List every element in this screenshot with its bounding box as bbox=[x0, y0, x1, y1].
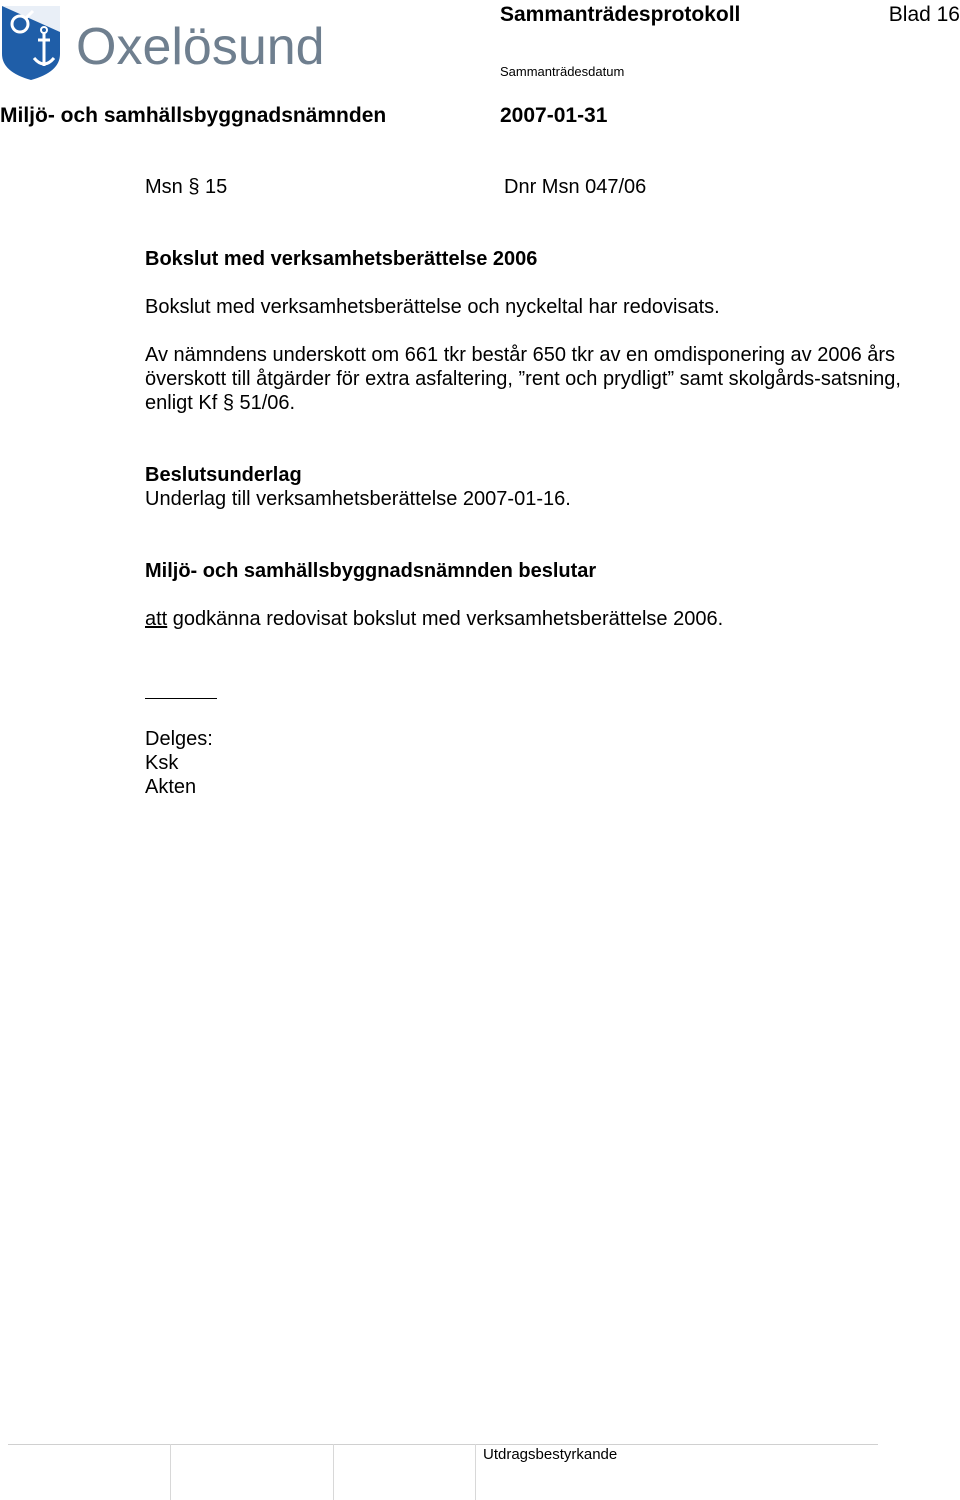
logo-wordmark: Oxelösund bbox=[76, 18, 325, 76]
deficit-paragraph: Av nämndens underskott om 661 tkr består 650 tkr av en omdisponering av 2006 års överskott till åtgärder för extra asfaltering, ”rent och prydligt” samt skolgårds-satsning, enligt Kf § 51/06. bbox=[145, 344, 901, 414]
footer-divider bbox=[475, 1444, 476, 1500]
distribution-label: Delges: bbox=[145, 728, 213, 750]
document-title: Sammanträdesprotokoll bbox=[500, 3, 741, 26]
decision-body: godkänna redovisat bokslut med verksamhetsberättelse 2006. bbox=[167, 608, 724, 630]
department-name: Miljö- och samhällsbyggnadsnämnden bbox=[0, 104, 387, 127]
shield-icon bbox=[2, 6, 60, 80]
meeting-date: 2007-01-31 bbox=[500, 104, 608, 127]
footer-divider bbox=[170, 1444, 171, 1500]
decision-att: att bbox=[145, 608, 168, 630]
basis-heading: Beslutsunderlag bbox=[145, 464, 302, 486]
distribution-recipient: Ksk bbox=[145, 752, 179, 774]
decision-text bbox=[145, 607, 723, 631]
certification-label: Utdragsbestyrkande bbox=[483, 1446, 618, 1463]
meeting-date-label: Sammanträdesdatum bbox=[500, 64, 625, 79]
intro-text: Bokslut med verksamhetsberättelse och nyckeltal har redovisats. bbox=[145, 296, 720, 318]
paragraph-number: Msn § 15 bbox=[145, 176, 228, 198]
case-heading: Bokslut med verksamhetsberättelse 2006 bbox=[145, 248, 538, 270]
footer-rule bbox=[8, 1444, 878, 1445]
basis-text: Underlag till verksamhetsberättelse 2007-01-16. bbox=[145, 488, 571, 510]
separator-line bbox=[145, 698, 217, 699]
registration-number: Dnr Msn 047/06 bbox=[504, 176, 647, 198]
footer-divider bbox=[333, 1444, 334, 1500]
municipality-logo bbox=[0, 2, 340, 82]
distribution-recipient: Akten bbox=[145, 776, 197, 798]
decision-heading: Miljö- och samhällsbyggnadsnämnden beslutar bbox=[145, 560, 597, 582]
sheet-number: Blad 16 bbox=[888, 3, 960, 26]
